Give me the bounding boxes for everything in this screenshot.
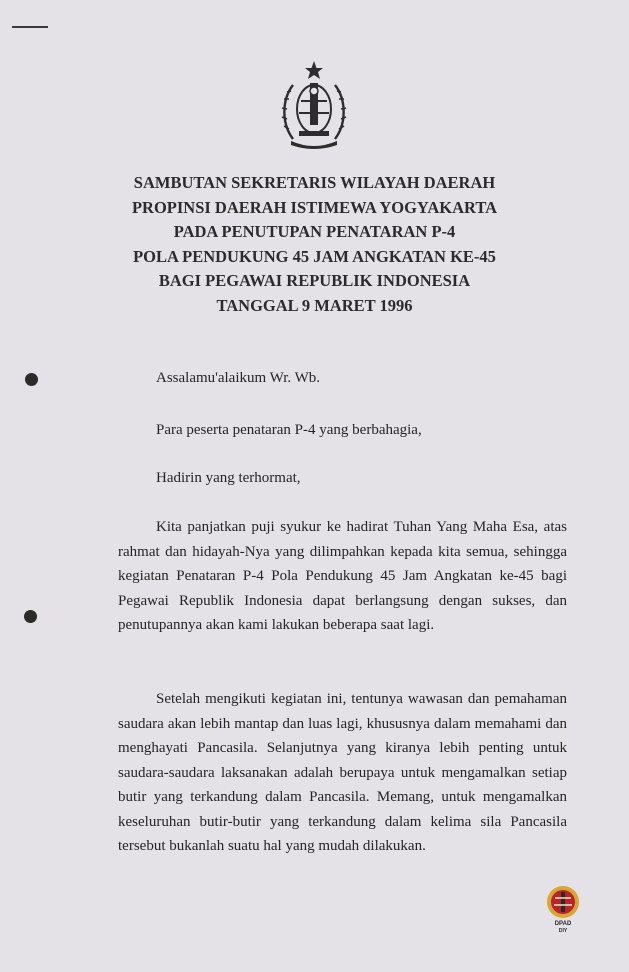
- address-participants: Para peserta penataran P-4 yang berbahagia,: [156, 422, 422, 438]
- punch-hole-bottom: [24, 610, 37, 623]
- address-audience: Hadirin yang terhormat,: [156, 470, 301, 486]
- speech-title-line: PADA PENUTUPAN PENATARAN P-4: [173, 222, 456, 242]
- body-paragraph: Setelah mengikuti kegiatan ini, tentunya wawasan dan pemahaman saudara akan lebih mantap dan luas lagi, khususnya dalam memahami dan menghayati Pancasila. Selanjutnya yang kiranya lebih penting untuk saudara-saudara laksanakan adalah berupaya untuk mengamalkan setiap butir yang terkandung dalam Pancasila. Memang, untuk mengamalkan keseluruhan butir-butir yang terkandung dalam kelima sila Pancasila tersebut bukanlah suatu hal yang mudah dilakukan.: [118, 691, 567, 854]
- body-paragraph: Kita panjatkan puji syukur ke hadirat Tuhan Yang Maha Esa, atas rahmat dan hidayah-Nya yang dilimpahkan kepada kita semua, sehingga kegiatan Penataran P-4 Pola Pendukung 45 Jam Angkatan ke-45 bagi Pegawai Republik Indonesia dapat berlangsung dengan sukses, dan penutupannya akan kami lakukan beberapa saat lagi.: [118, 519, 567, 633]
- stamp-sublabel: DIY: [558, 928, 568, 934]
- punch-hole-top: [25, 373, 38, 386]
- stamp-label: DPAD: [554, 921, 572, 927]
- speech-title-line: SAMBUTAN SEKRETARIS WILAYAH DAERAH: [133, 173, 496, 192]
- archive-stamp-icon: [545, 882, 581, 934]
- speech-title-line: BAGI PEGAWAI REPUBLIK INDONESIA: [158, 271, 471, 291]
- page-corner-mark: [12, 26, 48, 28]
- greeting: Assalamu'alaikum Wr. Wb.: [156, 370, 321, 386]
- speech-title: [0, 171, 629, 319]
- speech-title-line: POLA PENDUKUNG 45 JAM ANGKATAN KE-45: [133, 246, 496, 266]
- speech-title-line: PROPINSI DAERAH ISTIMEWA YOGYAKARTA: [131, 197, 498, 217]
- speech-title-line: TANGGAL 9 MARET 1996: [216, 295, 413, 315]
- provincial-emblem-icon: [279, 59, 349, 151]
